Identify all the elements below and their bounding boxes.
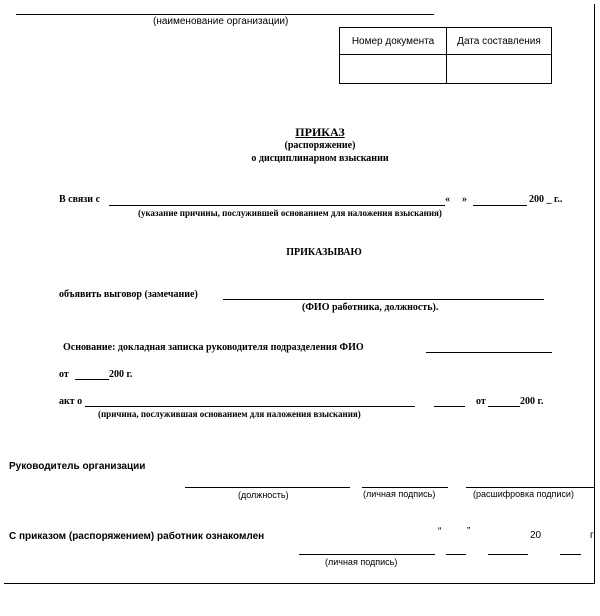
head-label: Руководитель организации <box>9 461 146 472</box>
ack-year: 20 <box>530 530 542 541</box>
reason-quote-close: » <box>462 194 467 205</box>
doc-title: ПРИКАЗ <box>295 125 345 139</box>
ack-signature-field[interactable] <box>299 554 435 555</box>
order-word: ПРИКАЗЫВАЮ <box>286 247 362 258</box>
act-reason-field[interactable] <box>85 406 415 407</box>
act-year: 200 г. <box>520 396 544 407</box>
reason-month-field[interactable] <box>473 205 527 206</box>
act-date-field[interactable] <box>488 406 520 407</box>
doc-number-field[interactable] <box>340 55 447 84</box>
reason-year: 200 _ г.. <box>529 194 563 205</box>
org-name-caption: (наименование организации) <box>153 16 289 27</box>
act-prefix: акт о <box>59 396 83 407</box>
ack-quote-close: ” <box>467 526 471 537</box>
basis-fio-field[interactable] <box>426 352 552 353</box>
ack-month-field[interactable] <box>488 554 528 555</box>
ack-g: г <box>590 530 594 541</box>
reason-quote-open: « <box>445 194 450 205</box>
doc-date-header: Дата составления <box>447 28 552 55</box>
employee-caption: (ФИО работника, должность). <box>302 302 439 313</box>
act-number-field[interactable] <box>434 406 465 407</box>
reason-prefix: В связи с <box>59 194 101 205</box>
ack-signature-caption: (личная подпись) <box>325 557 398 567</box>
ack-quote-open: “ <box>438 526 442 537</box>
order-line: объявить выговор (замечание) <box>59 289 198 300</box>
ack-day-field[interactable] <box>446 554 466 555</box>
ack-text: С приказом (распоряжением) работник ознакомлен <box>9 531 265 542</box>
decoding-caption: (расшифровка подписи) <box>473 489 574 499</box>
signature-caption: (личная подпись) <box>363 489 436 499</box>
position-caption: (должность) <box>238 490 289 500</box>
position-field[interactable] <box>185 487 350 488</box>
act-from: от <box>476 396 486 407</box>
ack-year-field[interactable] <box>560 554 581 555</box>
signature-field[interactable] <box>362 487 448 488</box>
doc-subject: о дисциплинарном взыскании <box>251 153 389 164</box>
org-name-line[interactable] <box>16 14 434 15</box>
employee-field[interactable] <box>223 299 544 300</box>
doc-subtitle: (распоряжение) <box>284 140 356 151</box>
basis-date-field[interactable] <box>75 379 109 380</box>
act-caption: (причина, послужившая основанием для наложения взыскания) <box>98 409 361 419</box>
doc-number-header: Номер документа <box>340 28 447 55</box>
document-number-table <box>339 27 552 84</box>
basis-from-year: 200 г. <box>109 369 133 380</box>
basis-text: Основание: докладная записка руководителя подразделения ФИО <box>63 342 364 353</box>
doc-date-field[interactable] <box>447 55 552 84</box>
decoding-field[interactable] <box>466 487 594 488</box>
reason-caption: (указание причины, послужившей основанием для наложения взыскания) <box>138 208 442 218</box>
basis-from-prefix: от <box>59 369 69 380</box>
reason-field[interactable] <box>109 205 445 206</box>
